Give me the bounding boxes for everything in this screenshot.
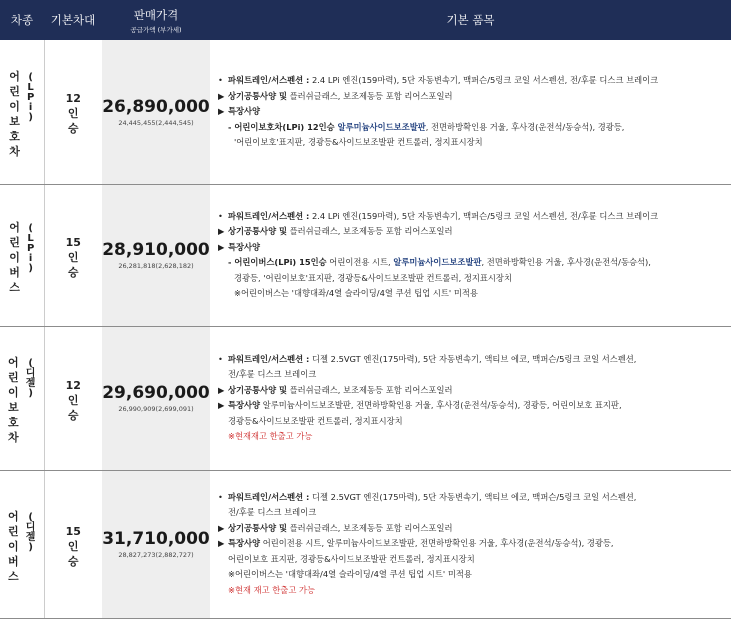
header-price-label: 판매가격 bbox=[133, 7, 179, 22]
items-cell bbox=[210, 470, 731, 618]
item-line: - 어린이보호차(LPi) 12인승 알루미늄사이드보조발판, 전면하방확인용 거울, 후사경(운전석/동승석), 경광등, bbox=[228, 121, 625, 132]
seats-value: 12 인 승 bbox=[65, 92, 81, 136]
fuel-type: ( 디 젤 ) bbox=[25, 511, 36, 553]
price-sub-value: 28,827,273(2,882,727) bbox=[118, 551, 194, 559]
price-value: 31,710,000 bbox=[102, 529, 210, 549]
price-cell bbox=[102, 326, 210, 470]
model-cell bbox=[0, 326, 44, 470]
item-line: ▶ 상기공통사양 및 플러쉬글래스, 보조제동등 포함 리어스포일러 bbox=[218, 90, 453, 101]
price-cell bbox=[102, 40, 210, 184]
model-cell bbox=[0, 470, 44, 618]
header-model: 차종 bbox=[0, 0, 44, 40]
header-seats: 기본차대 bbox=[44, 0, 102, 40]
header-price-sub: 공급가액 (부가세) bbox=[130, 25, 182, 34]
price-value: 28,910,000 bbox=[102, 240, 210, 260]
stock-note: ※현재 재고 한출고 가능 bbox=[228, 584, 315, 595]
item-line: ▶ 특장사양 bbox=[218, 106, 261, 116]
model-name: 어 린 이 버 스 bbox=[8, 509, 19, 583]
item-line: ▶ 상기공통사양 및 플러쉬글래스, 보조제동등 포함 리어스포일러 bbox=[218, 384, 453, 395]
price-value: 26,890,000 bbox=[102, 96, 210, 117]
item-line: ▶ 상기공통사양 및 플러쉬글래스, 보조제동등 포함 리어스포일러 bbox=[218, 522, 453, 533]
price-sub-value: 24,445,455(2,444,545) bbox=[118, 118, 194, 127]
model-name: 어 린 이 보 호 차 bbox=[8, 356, 19, 444]
item-line: 전/후륜 디스크 브레이크 bbox=[228, 507, 317, 518]
table-row bbox=[0, 40, 731, 184]
item-line: ▶ 특장사양 알루미늄사이드보조발판, 전면하방확인용 거울, 후사경(운전석/동승석), 경광등, 어린이보호 표지판, bbox=[218, 400, 622, 410]
fuel-type: ( L P i ) bbox=[26, 222, 35, 274]
seats-value: 15 인 승 bbox=[65, 524, 81, 568]
header-price bbox=[102, 0, 210, 40]
item-line: '어린이보호'표지판, 경광등&사이드보조발판 컨트롤러, 정지표시장치 bbox=[234, 137, 483, 147]
item-line: ※어린이버스는 '대향대좌/4열 슬라이딩/4열 쿠션 팁업 시트' 미적용 bbox=[228, 569, 472, 580]
model-name: 어 린 이 보 호 차 bbox=[9, 69, 20, 158]
item-line: 경광등, '어린이보호'표지판, 경광등&사이드보조발판 컨트롤러, 정지표시장치 bbox=[234, 272, 512, 283]
items-cell bbox=[210, 184, 731, 326]
item-line: • 파워트레인/서스펜션 : 2.4 LPi 엔진(159마력), 5단 자동변속기, 맥퍼슨/5링크 코일 서스펜션, 전/후륜 디스크 브레이크 bbox=[218, 210, 659, 221]
items-cell bbox=[210, 326, 731, 470]
item-line: ▶ 특장사양 어린이전용 시트, 알루미늄사이드보조발판, 전면하방확인용 거울, 후사경(운전석/동승석), 경광등, bbox=[218, 538, 614, 549]
stock-note: ※현재재고 한출고 가능 bbox=[228, 431, 313, 441]
price-sub-value: 26,281,818(2,628,182) bbox=[118, 262, 194, 270]
table-row bbox=[0, 470, 731, 618]
item-line: 어린이보호 표지판, 경광등&사이드보조발판 컨트롤러, 정지표시장치 bbox=[228, 553, 475, 564]
item-line: ※어린이버스는 '대향대좌/4열 슬라이딩/4열 쿠션 팁업 시트' 미적용 bbox=[234, 288, 478, 298]
item-line: 전/후륜 디스크 브레이크 bbox=[228, 369, 317, 379]
item-line: ▶ 상기공통사양 및 플러쉬글래스, 보조제동등 포함 리어스포일러 bbox=[218, 226, 453, 236]
item-line: ▶ 특장사양 bbox=[218, 241, 261, 252]
model-cell bbox=[0, 40, 44, 184]
seats-cell bbox=[44, 470, 102, 618]
price-cell bbox=[102, 470, 210, 618]
table-row bbox=[0, 326, 731, 470]
header-items: 기본 품목 bbox=[210, 0, 731, 40]
fuel-type: ( L P i ) bbox=[26, 71, 35, 123]
fuel-type: ( 디 젤 ) bbox=[25, 358, 36, 399]
items-cell bbox=[210, 40, 731, 184]
price-cell bbox=[102, 184, 210, 326]
seats-value: 15 인 승 bbox=[65, 235, 81, 279]
price-value: 29,690,000 bbox=[102, 383, 210, 403]
item-line: • 파워트레인/서스펜션 : 디젤 2.5VGT 엔진(175마력), 5단 자동변속기, 액티브 에코, 맥퍼슨/5링크 코일 서스펜션, bbox=[218, 491, 637, 502]
table-row bbox=[0, 184, 731, 326]
model-cell bbox=[0, 184, 44, 326]
seats-cell bbox=[44, 40, 102, 184]
header-row bbox=[0, 0, 731, 40]
price-sub-value: 26,990,909(2,699,091) bbox=[118, 405, 194, 413]
item-line: 경광등&사이드보조발판 컨트롤러, 정지표시장치 bbox=[228, 415, 403, 426]
seats-cell bbox=[44, 184, 102, 326]
item-line: • 파워트레인/서스펜션 : 디젤 2.5VGT 엔진(175마력), 5단 자동변속기, 액티브 에코, 맥퍼슨/5링크 코일 서스펜션, bbox=[218, 353, 637, 364]
model-name: 어 린 이 버 스 bbox=[9, 220, 20, 294]
item-line: - 어린이버스(LPi) 15인승 어린이전용 시트, 알루미늄사이드보조발판, 전면하방확인용 거울, 후사경(운전석/동승석), bbox=[228, 257, 651, 267]
seats-cell bbox=[44, 326, 102, 470]
item-line: • 파워트레인/서스펜션 : 2.4 LPi 엔진(159마력), 5단 자동변속기, 맥퍼슨/5링크 코일 서스펜션, 전/후륜 디스크 브레이크 bbox=[218, 75, 659, 85]
seats-value: 12 인 승 bbox=[65, 378, 81, 422]
